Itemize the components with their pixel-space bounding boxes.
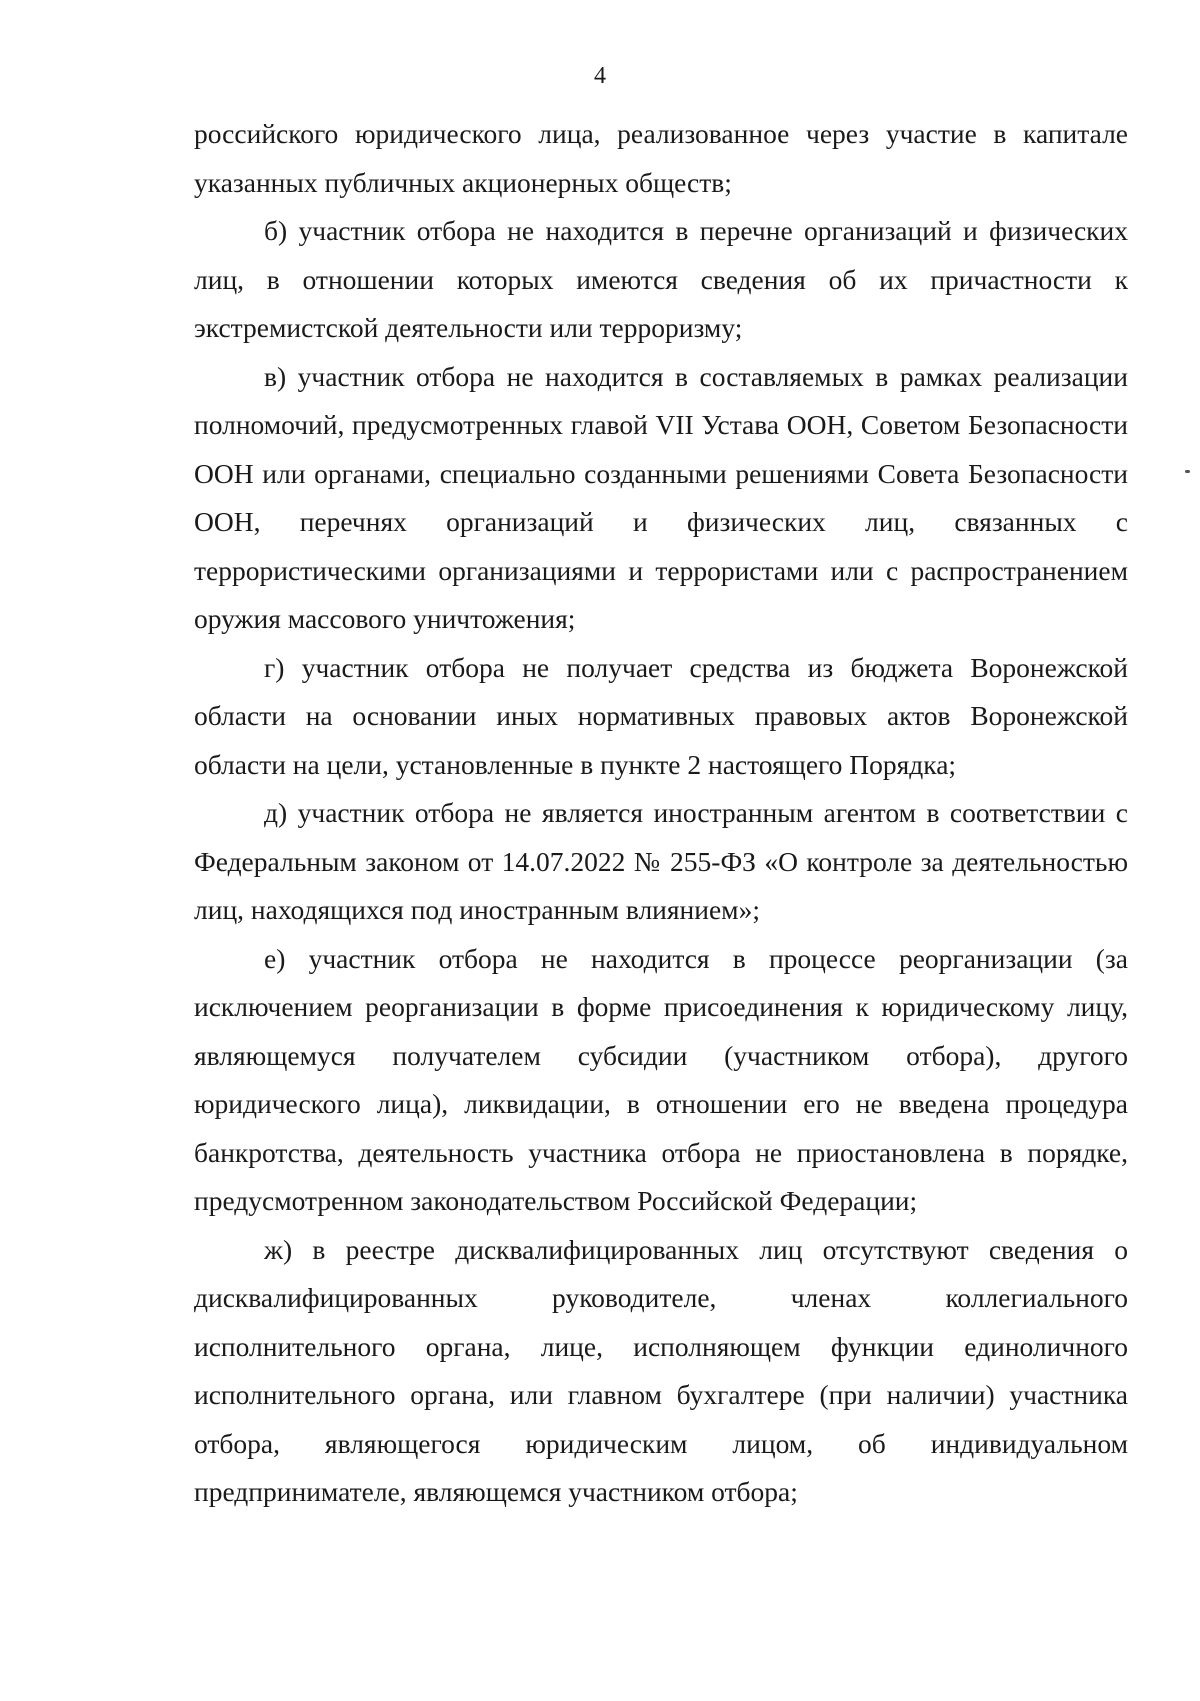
paragraph-continuation: российского юридического лица, реализованное через участие в капитале указанных публичных акционерных обществ; (194, 118, 1128, 198)
page-number: 4 (594, 63, 606, 89)
paragraph-e: е) участник отбора не находится в процессе реорганизации (за исключением реорганизации в форме присоединения к юридическому лицу, являющемуся получателем субсидии (участником отбора), другого юридического лица), ликвидации, в отношении его не введена процедура банкротства, деятельность участника отбора не приостановлена в порядке, предусмотренном законодательством Российской Федерации; (194, 942, 1128, 1216)
paragraph-g: г) участник отбора не получает средства из бюджета Воронежской области на основании иных нормативных правовых актов Воронежской области на цели, установленные в пункте 2 настоящего Порядка; (194, 651, 1128, 780)
scan-mark (1185, 470, 1190, 473)
paragraph-b: б) участник отбора не находится в перечне организаций и физических лиц, в отношении которых имеются сведения об их причастности к экстремистской деятельности или терроризму; (194, 215, 1128, 343)
paragraph-zh: ж) в реестре дисквалифицированных лиц отсутствуют сведения о дисквалифицированных руководителе, членах коллегиального исполнительного органа, лице, исполняющем функции единоличного исполнительного органа, или главном бухгалтере (при наличии) участника отбора, являющегося юридическим лицом, об индивидуальном предпринимателе, являющемся участником отбора; (194, 1233, 1128, 1507)
paragraph-v: в) участник отбора не находится в составляемых в рамках реализации полномочий, предусмотренных главой VII Устава ООН, Советом Безопасности ООН или органами, специально созданными решениями Совета Безопасности ООН, перечнях организаций и физических лиц, связанных с террористическими организациями и террористами или с распространением оружия массового уничтожения; (194, 360, 1128, 634)
document-body (194, 110, 1128, 1517)
paragraph-d: д) участник отбора не является иностранным агентом в соответствии с Федеральным законом от 14.07.2022 № 255-ФЗ «О контроле за деятельностью лиц, находящихся под иностранным влиянием»; (194, 797, 1128, 925)
